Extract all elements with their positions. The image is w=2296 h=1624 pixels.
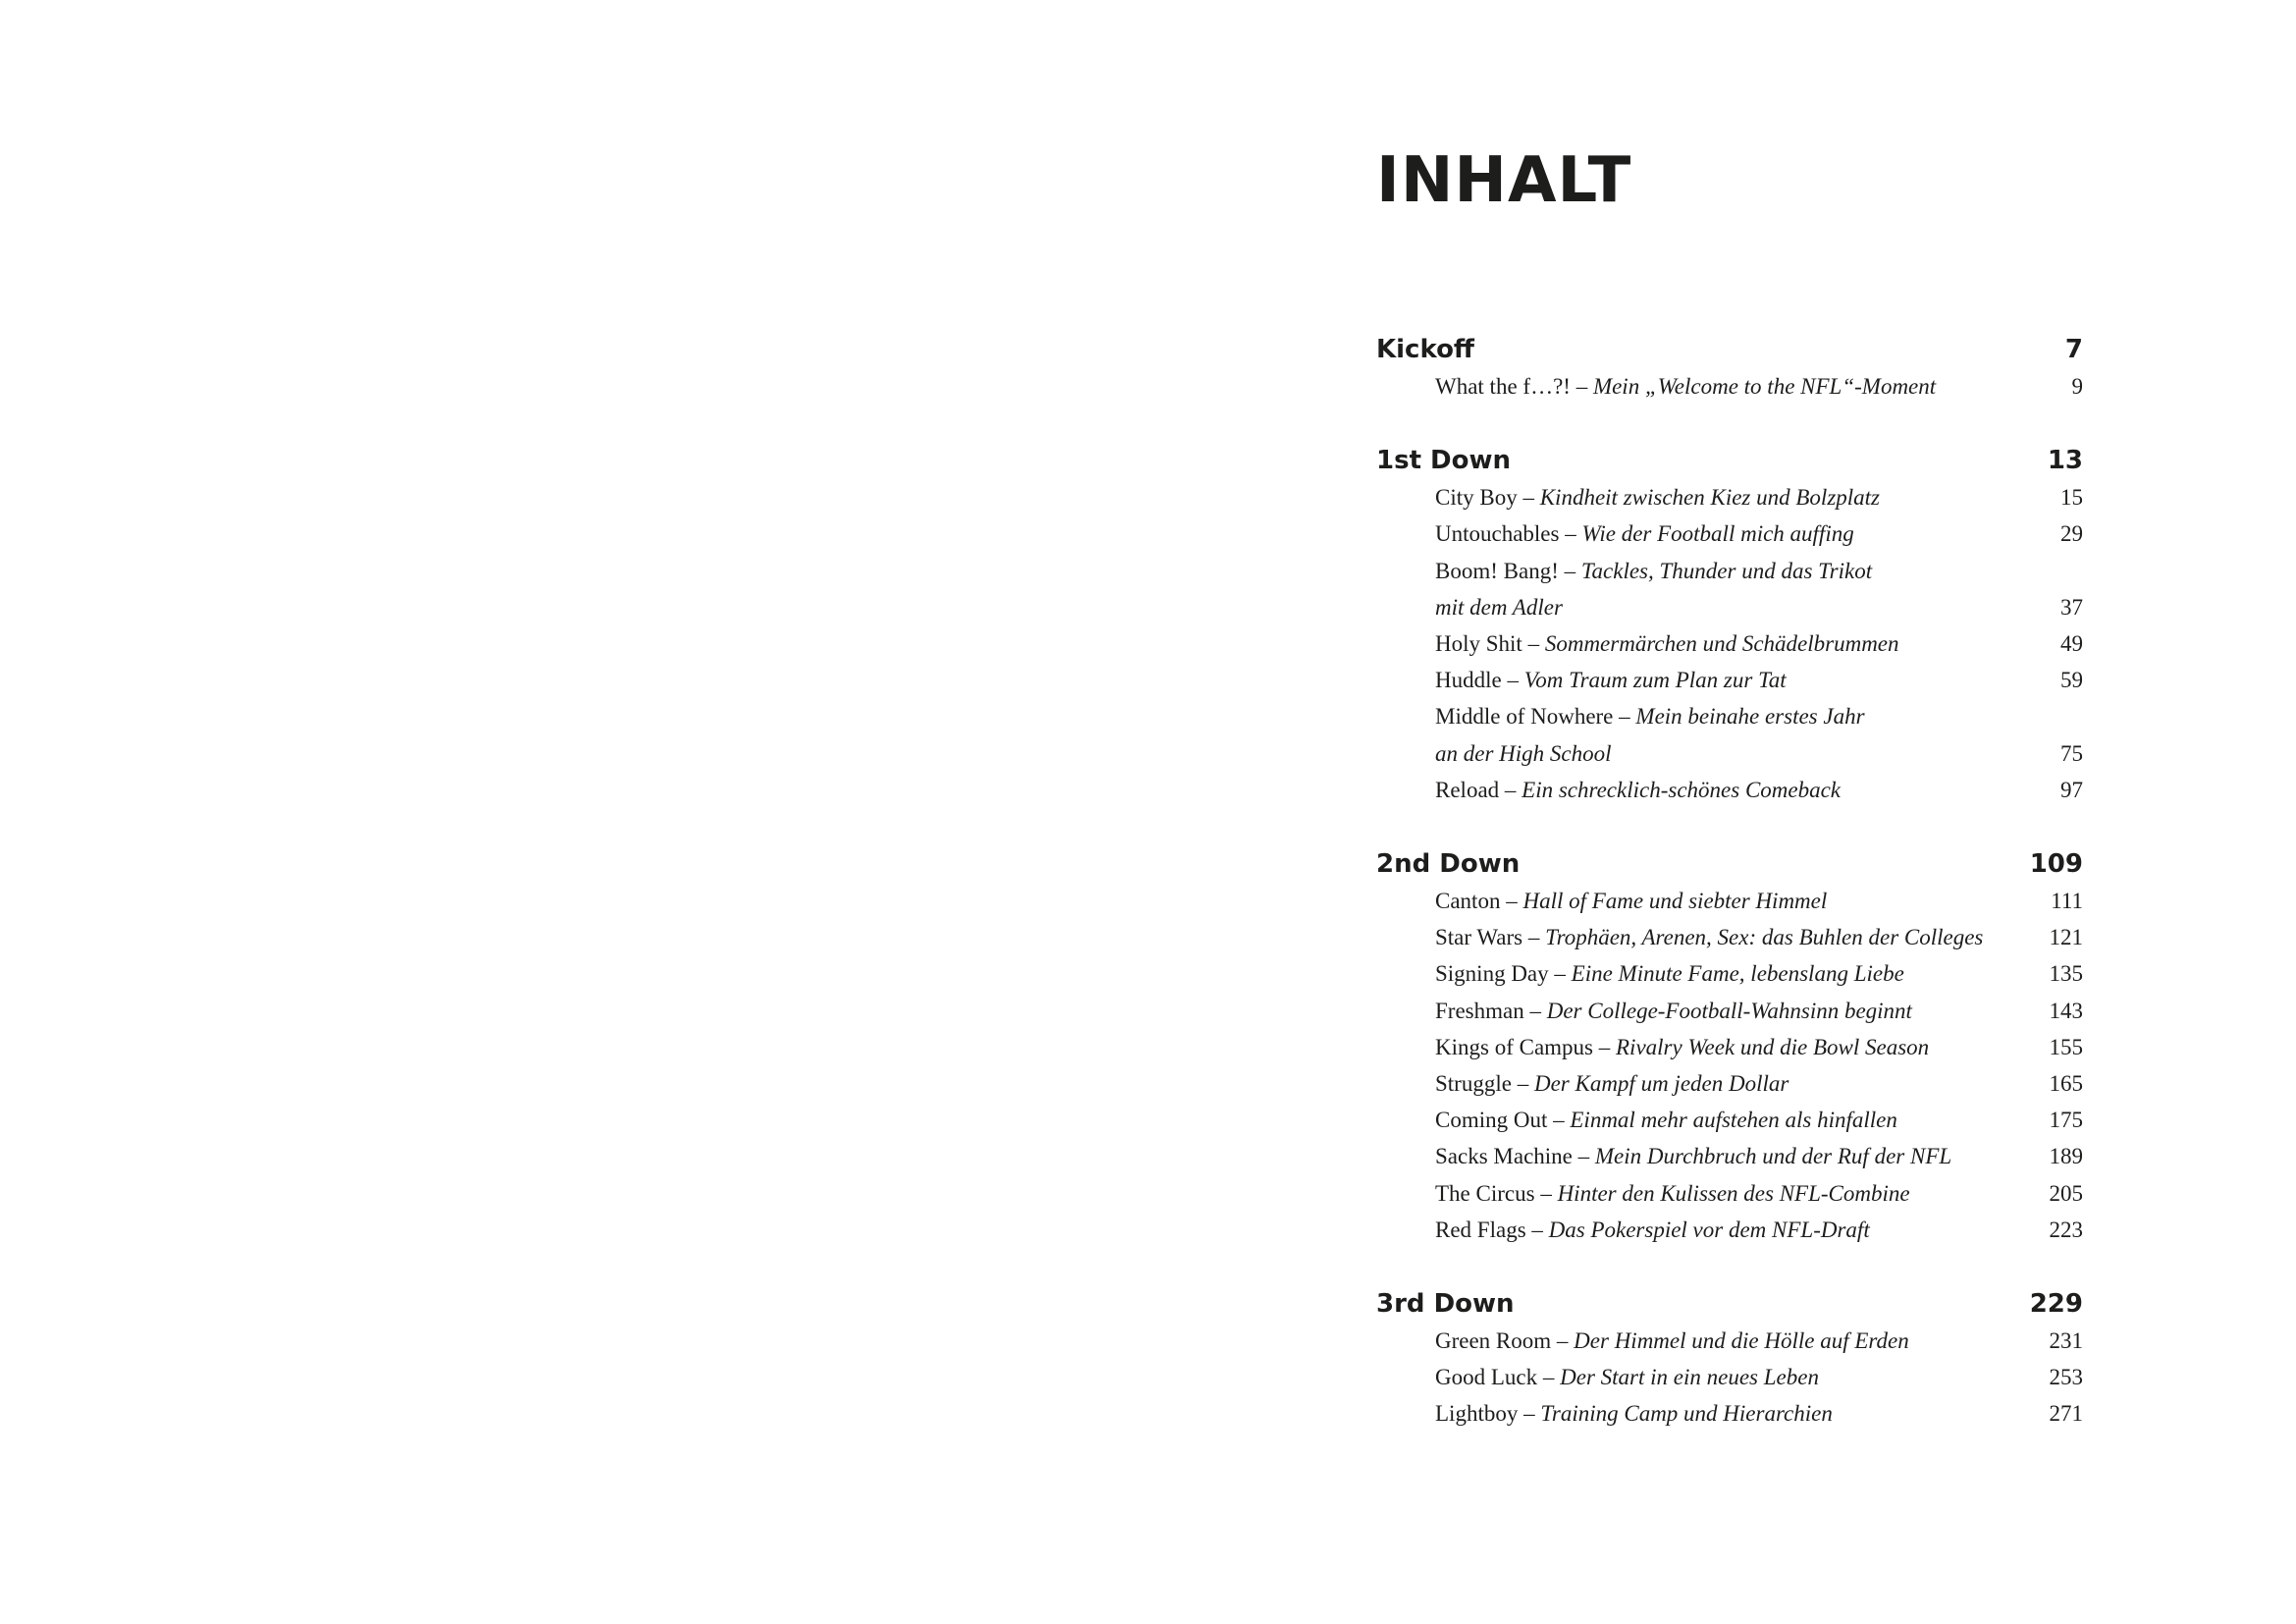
entry-subtitle: Kindheit zwischen Kiez und Bolzplatz (1539, 485, 1880, 511)
entry-subtitle: Der Himmel und die Hölle auf Erden (1574, 1328, 1909, 1354)
entry-title: Freshman (1435, 998, 1524, 1023)
entry-page-number: 121 (2049, 925, 2083, 950)
toc-entry[interactable] (1435, 1065, 2083, 1102)
entry-separator: – (1499, 777, 1522, 802)
entry-subtitle-continued: an der High School (1435, 740, 1612, 766)
entry-subtitle: Tackles, Thunder und das Trikot (1580, 558, 1873, 583)
toc-entry[interactable] (1435, 515, 2083, 552)
toc-entry[interactable] (1435, 1359, 2083, 1395)
toc-section (1376, 442, 2083, 808)
table-of-contents (1376, 144, 2083, 1433)
entry-title: Signing Day (1435, 961, 1549, 987)
toc-entry[interactable] (1435, 955, 2083, 992)
entry-subtitle: Mein beinahe erstes Jahr (1635, 704, 1865, 730)
toc-title: INHALT (1376, 144, 1632, 217)
entry-title: Canton (1435, 889, 1501, 914)
toc-entry[interactable] (1435, 625, 2083, 662)
entry-separator: – (1558, 558, 1581, 583)
section-title: Kickoff (1376, 335, 1474, 364)
entry-page-number: 155 (2049, 1034, 2083, 1059)
toc-section (1376, 1285, 2083, 1433)
entry-separator: – (1548, 961, 1572, 987)
entry-separator: – (1511, 1071, 1534, 1097)
entry-separator: – (1500, 889, 1523, 914)
toc-entry[interactable] (1435, 662, 2083, 698)
section-heading[interactable] (1376, 331, 2083, 368)
entry-title: Lightboy (1435, 1401, 1519, 1427)
entry-title: Holy Shit (1435, 631, 1522, 657)
toc-entry[interactable] (1435, 883, 2083, 919)
entry-subtitle: Mein Durchbruch und der Ruf der NFL (1594, 1144, 1952, 1169)
entry-subtitle: Der College-Football-Wahnsinn beginnt (1546, 998, 1912, 1023)
entry-title: Green Room (1435, 1328, 1552, 1354)
section-title: 1st Down (1376, 446, 1512, 476)
entry-page-number: 253 (2049, 1365, 2083, 1390)
entry-subtitle: Der Kampf um jeden Dollar (1533, 1071, 1789, 1097)
entry-page-number: 175 (2049, 1108, 2083, 1133)
entry-title: Reload (1435, 777, 1500, 802)
entry-separator: – (1534, 1180, 1558, 1206)
entry-page-number: 189 (2049, 1144, 2083, 1169)
toc-entry[interactable] (1435, 1102, 2083, 1138)
entry-page-number: 135 (2049, 961, 2083, 987)
entry-page-number: 9 (2071, 374, 2083, 399)
entry-page-number: 143 (2049, 998, 2083, 1023)
toc-entry[interactable] (1435, 1212, 2083, 1248)
toc-entry[interactable] (1435, 1323, 2083, 1359)
entry-subtitle: Das Pokerspiel vor dem NFL-Draft (1548, 1217, 1870, 1242)
entry-separator: – (1572, 1144, 1595, 1169)
entry-page-number: 29 (2060, 521, 2083, 547)
entry-title: Star Wars (1435, 925, 1523, 950)
entry-page-number: 49 (2060, 631, 2083, 657)
toc-entry[interactable] (1435, 553, 2083, 625)
entry-separator: – (1517, 485, 1540, 511)
entry-subtitle: Sommermärchen und Schädelbrummen (1544, 631, 1899, 657)
entry-separator: – (1522, 631, 1545, 657)
entry-separator: – (1523, 998, 1547, 1023)
entry-title: Huddle (1435, 668, 1502, 693)
entry-title: City Boy (1435, 485, 1518, 511)
toc-entry[interactable] (1435, 1395, 2083, 1432)
toc-section (1376, 331, 2083, 405)
section-page-number: 109 (2029, 849, 2083, 880)
entry-page-number: 231 (2049, 1328, 2083, 1354)
entry-title: Red Flags (1435, 1217, 1526, 1242)
toc-entry[interactable] (1435, 919, 2083, 955)
entry-separator: – (1547, 1108, 1571, 1133)
entry-page-number: 271 (2049, 1401, 2083, 1427)
entry-separator: – (1522, 925, 1546, 950)
toc-entry[interactable] (1435, 1138, 2083, 1174)
toc-entry[interactable] (1435, 368, 2083, 405)
entry-title: Kings of Campus (1435, 1034, 1593, 1059)
entry-page-number: 15 (2060, 485, 2083, 511)
entry-subtitle: Eine Minute Fame, lebenslang Liebe (1571, 961, 1904, 987)
entry-page-number: 75 (2060, 740, 2083, 766)
entry-subtitle: Wie der Football mich auffing (1581, 521, 1854, 547)
section-page-number: 229 (2029, 1289, 2083, 1320)
entry-separator: – (1570, 374, 1593, 399)
toc-entry[interactable] (1435, 698, 2083, 771)
section-heading[interactable] (1376, 845, 2083, 883)
entry-page-number: 59 (2060, 668, 2083, 693)
section-heading[interactable] (1376, 1285, 2083, 1323)
section-heading[interactable] (1376, 442, 2083, 479)
entry-title: Boom! Bang! (1435, 558, 1559, 583)
entry-separator: – (1593, 1034, 1616, 1059)
entry-subtitle: Einmal mehr aufstehen als hinfallen (1570, 1108, 1897, 1133)
toc-section-list (1376, 331, 2083, 1433)
entry-separator: – (1613, 704, 1636, 730)
entry-separator: – (1537, 1365, 1561, 1390)
entry-title: Untouchables (1435, 521, 1560, 547)
entry-page-number: 37 (2060, 594, 2083, 620)
toc-section (1376, 845, 2083, 1248)
entry-title: Coming Out (1435, 1108, 1548, 1133)
entry-separator: – (1551, 1328, 1575, 1354)
entry-subtitle-continued: mit dem Adler (1435, 594, 1563, 620)
entry-subtitle: Rivalry Week und die Bowl Season (1616, 1034, 1930, 1059)
section-page-number: 13 (2047, 446, 2083, 476)
entry-title: The Circus (1435, 1180, 1535, 1206)
entry-subtitle: Der Start in ein neues Leben (1560, 1365, 1819, 1390)
toc-entry[interactable] (1435, 1175, 2083, 1212)
entry-page-number: 97 (2060, 777, 2083, 802)
entry-subtitle: Trophäen, Arenen, Sex: das Buhlen der Colleges (1545, 925, 1984, 950)
entry-page-number: 111 (2051, 889, 2083, 914)
entry-separator: – (1518, 1401, 1541, 1427)
entry-subtitle: Hinter den Kulissen des NFL-Combine (1557, 1180, 1910, 1206)
section-title: 3rd Down (1376, 1289, 1515, 1320)
section-title: 2nd Down (1376, 849, 1521, 880)
entry-title: Struggle (1435, 1071, 1512, 1097)
toc-entry[interactable] (1435, 993, 2083, 1029)
entry-subtitle: Mein „Welcome to the NFL“-Moment (1592, 374, 1937, 399)
entry-title: Middle of Nowhere (1435, 704, 1614, 730)
entry-separator: – (1559, 521, 1582, 547)
entry-page-number: 165 (2049, 1071, 2083, 1097)
entry-subtitle: Vom Traum zum Plan zur Tat (1523, 668, 1787, 693)
entry-page-number: 205 (2049, 1180, 2083, 1206)
entry-separator: – (1525, 1217, 1549, 1242)
toc-entry[interactable] (1435, 479, 2083, 515)
entry-subtitle: Hall of Fame und siebter Himmel (1522, 889, 1828, 914)
entry-title: What the f…?! (1435, 374, 1571, 399)
entry-separator: – (1501, 668, 1524, 693)
entry-title: Good Luck (1435, 1365, 1538, 1390)
entry-subtitle: Training Camp und Hierarchien (1540, 1401, 1833, 1427)
section-page-number: 7 (2064, 335, 2083, 364)
entry-page-number: 223 (2049, 1217, 2083, 1242)
toc-entry[interactable] (1435, 1029, 2083, 1065)
entry-subtitle: Ein schrecklich-schönes Comeback (1522, 777, 1842, 802)
toc-entry[interactable] (1435, 772, 2083, 808)
entry-title: Sacks Machine (1435, 1144, 1573, 1169)
